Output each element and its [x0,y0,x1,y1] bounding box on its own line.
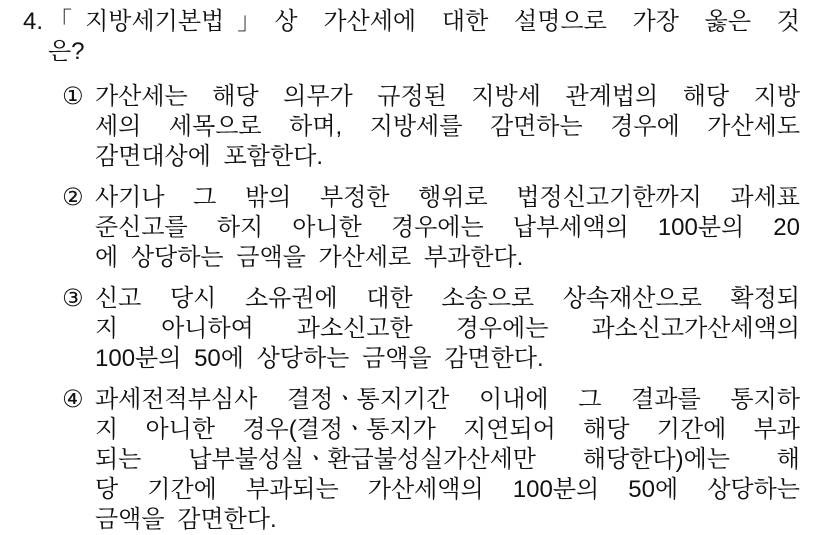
text-line: 준신고를 하지 아니한 경우에는 납부세액의 100분의 20 [95,214,800,241]
text-line: 지 아니하여 과소신고한 경우에는 과소신고가산세액의 [95,315,800,342]
choice-4-text [95,385,800,535]
text-line: 100분의 50에 상당하는 금액을 감면한다. [95,345,544,372]
text-line: 감면대상에 포함한다. [95,143,323,170]
question-block [23,7,800,67]
text-line: 당 기간에 부과되는 가산세액의 100분의 50에 상당하는 [95,476,800,503]
text-line: 사기나 그 밖의 부정한 행위로 법정신고기한까지 과세표 [95,184,800,211]
choice-3-text [95,284,800,374]
text-line: 과세전적부심사 결정ㆍ통지기간 이내에 그 결과를 통지하 [95,386,800,413]
choice-2-text [95,183,800,273]
text-line: 신고 당시 소유권에 대한 소송으로 상속재산으로 확정되 [95,285,800,312]
choice-2 [62,183,800,273]
choice-3-marker: ③ [62,285,84,312]
choice-1-marker: ① [62,83,84,110]
text-line: 에 상당하는 금액을 가산세로 부과한다. [95,244,524,271]
question-line-1: 「지방세기본법」상 가산세에 대한 설명으로 가장 옳은 것 [48,8,800,35]
question-number: 4. [23,8,44,35]
choice-4 [62,385,800,535]
choice-2-marker: ② [62,184,84,211]
text-line: 금액을 감면한다. [95,506,277,533]
choice-1-text [95,82,800,172]
choice-4-marker: ④ [62,386,84,413]
question-text [48,7,800,67]
choice-3 [62,284,800,374]
text-line: 지 아니한 경우(결정ㆍ통지가 지연되어 해당 기간에 부과 [95,416,800,443]
question-line-2: 은? [48,38,85,65]
text-line: 세의 세목으로 하며, 지방세를 감면하는 경우에 가산세도 [95,113,800,140]
text-line: 되는 납부불성실ㆍ환급불성실가산세만 해당한다)에는 해 [95,446,800,473]
choice-1 [62,82,800,172]
text-line: 가산세는 해당 의무가 규정된 지방세 관계법의 해당 지방 [95,83,800,110]
